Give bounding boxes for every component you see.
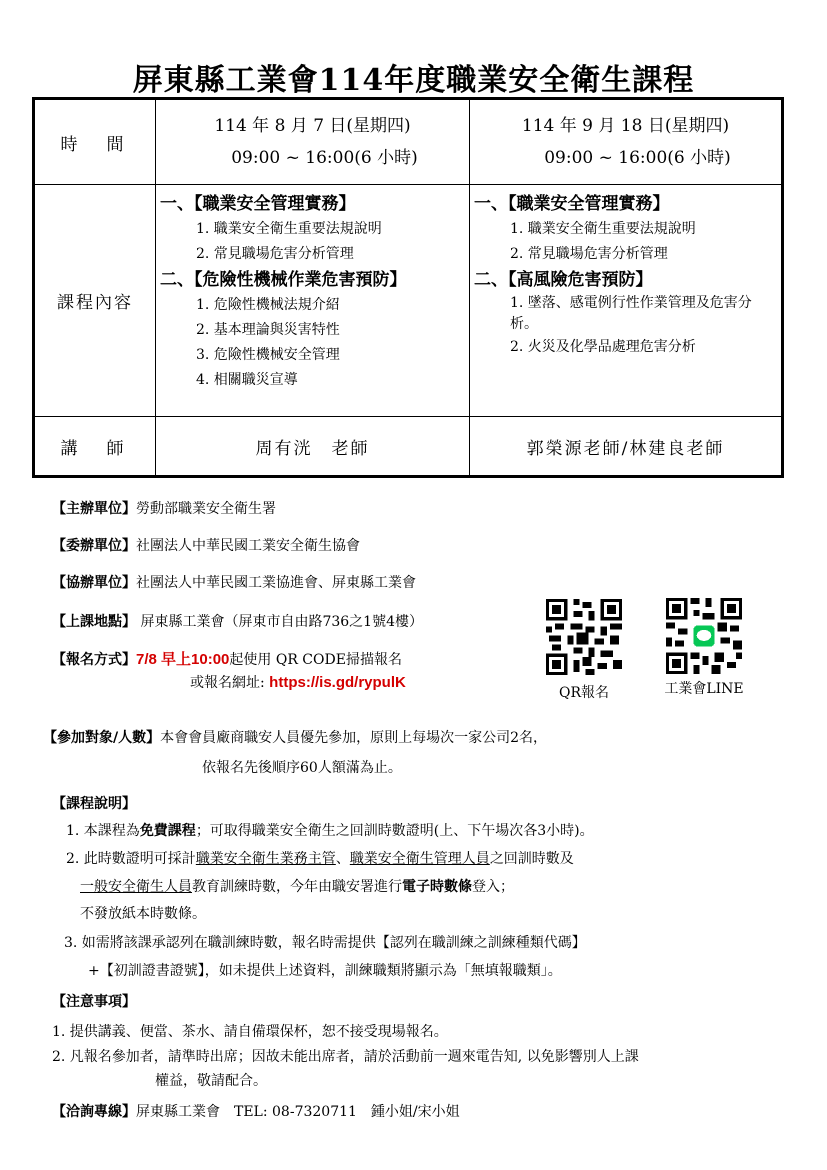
co-organizer-label: 【協辦單位】 [52, 575, 136, 591]
signup-qr-code-icon[interactable] [546, 599, 622, 675]
organizer-value: 勞動部職業安全衛生署 [136, 501, 276, 517]
note-text: 1. 本課程為 [66, 823, 140, 839]
course-note-1 [66, 820, 594, 840]
target-text-1: 本會會員廠商職安人員優先參加，原則上每場次一家公司2名， [160, 730, 548, 746]
session2-sec1-title: 一、【職業安全管理實務】 [474, 194, 670, 214]
note-text: 、 [335, 851, 350, 867]
note-text: 之回訓時數及 [489, 851, 574, 867]
page-title: 屏東縣工業會114年度職業安全衛生課程 [132, 63, 695, 98]
notice-1: 1. 提供講義、便當、茶水、請自備環保杯，恕不接受現場報名。 [52, 1024, 448, 1040]
session1-content [156, 185, 470, 417]
commissioned-label: 【委辦單位】 [52, 538, 136, 554]
location-value: 屏東縣工業會（屏東市自由路736之1號4樓） [140, 614, 423, 630]
note-underlined: 一般安全衛生人員 [80, 879, 192, 895]
commissioned-value: 社團法人中華民國工業安全衛生協會 [136, 538, 360, 554]
session1-time [156, 99, 470, 185]
commissioned-line [52, 535, 360, 555]
list-item: 3. 危險性機械安全管理 [196, 347, 340, 363]
list-item: 2. 常見職場危害分析管理 [196, 246, 354, 262]
list-item: 2. 基本理論與災害特性 [196, 322, 340, 338]
organizer-label: 【主辦單位】 [52, 501, 136, 517]
session2-teacher: 郭榮源老師/林建良老師 [470, 417, 783, 477]
co-organizer-value: 社團法人中華民國工業協進會、屏東縣工業會 [136, 575, 416, 591]
course-note-3b: +【初訓證書證號】，如未提供上述資料，訓練職類將顯示為「無填報職類」。 [88, 963, 562, 979]
line-qr-code-icon[interactable] [666, 598, 742, 674]
session2-sec2-title: 二、【高風險危害預防】 [474, 270, 653, 290]
session1-hours: 09:00 ~ 16:00(6 小時) [231, 148, 418, 168]
target-line-1 [43, 727, 547, 747]
list-item: 1. 職業安全衛生重要法規說明 [510, 221, 696, 237]
qr-signup-label: QR報名 [558, 685, 610, 701]
location-label: 【上課地點】 [52, 614, 136, 630]
notice-2: 2. 凡報名參加者，請準時出席；因故未能出席者，請於活動前一週來電告知, 以免影響別人上課 [52, 1049, 639, 1065]
signup-web-label: 或報名網址: [190, 675, 265, 691]
session2-time [470, 99, 783, 185]
signup-url[interactable]: https://is.gd/rypulK [269, 674, 406, 691]
teacher-row [34, 417, 783, 477]
signup-label: 【報名方式】 [52, 652, 136, 668]
session2-date: 114 年 9 月 18 日(星期四) [521, 116, 730, 136]
signup-text: 起使用 QR CODE掃描報名 [229, 652, 402, 668]
target-text-2: 依報名先後順序60人額滿為止。 [202, 760, 402, 776]
e-hours-text: 電子時數條 [402, 879, 472, 895]
content-label: 課程內容 [34, 185, 156, 417]
session1-teacher: 周有洸 老師 [156, 417, 470, 477]
course-notes-label: 【課程說明】 [52, 796, 136, 812]
note-text: 2. 此時數證明可採計 [66, 851, 196, 867]
note-underlined: 職業安全衛生業務主管 [195, 851, 336, 867]
course-note-2c: 不發放紙本時數條。 [80, 906, 206, 922]
list-item: 2. 常見職場危害分析管理 [510, 246, 668, 262]
notices-label: 【注意事項】 [52, 994, 136, 1010]
contact-label: 【洽詢專線】 [52, 1104, 136, 1120]
list-item: 2. 火災及化學品處理危害分析 [510, 339, 696, 355]
contact-line [52, 1101, 460, 1121]
course-note-2b [80, 876, 514, 896]
session2-hours: 09:00 ~ 16:00(6 小時) [544, 148, 731, 168]
list-item: 1. 危險性機械法規介紹 [196, 297, 340, 313]
note-underlined: 職業安全衛生管理人員 [349, 851, 490, 867]
contact-text: 屏東縣工業會 TEL: 08-7320711 鍾小姐/宋小姐 [136, 1104, 460, 1120]
list-item: 1. 職業安全衛生重要法規說明 [196, 221, 382, 237]
signup-time: 7/8 早上10:00 [136, 651, 230, 668]
session2-content [470, 185, 783, 417]
signup-line [52, 648, 402, 669]
session1-date: 114 年 8 月 7 日(星期四) [214, 116, 411, 136]
list-item: 4. 相關職災宣導 [196, 372, 298, 388]
note-text: 登入； [472, 879, 514, 895]
session1-sec2-title: 二、【危險性機械作業危害預防】 [160, 270, 407, 290]
signup-web-line [190, 672, 406, 692]
co-organizer-line [52, 572, 416, 592]
course-note-2 [66, 848, 574, 868]
time-row [34, 99, 783, 185]
notice-2b: 權益，敬請配合。 [155, 1073, 267, 1089]
note-text: ；可取得職業安全衛生之回訓時數證明(上、下午場次各3小時)。 [195, 823, 594, 839]
teacher-label: 講 師 [34, 417, 156, 477]
free-course-text: 免費課程 [139, 823, 196, 839]
session1-sec1-title: 一、【職業安全管理實務】 [160, 194, 356, 214]
content-row [34, 185, 783, 417]
target-label: 【參加對象/人數】 [43, 730, 161, 746]
list-item: 1. 墜落、感電例行性作業管理及危害分析。 [510, 295, 752, 332]
organizer-line [52, 498, 276, 518]
time-label: 時 間 [34, 99, 156, 185]
course-note-3: 3. 如需將該課承認列在職訓練時數，報名時需提供【認列在職訓練之訓練種類代碼】 [64, 935, 586, 951]
qr-line-label: 工業會LINE [664, 681, 744, 697]
note-text: 教育訓練時數，今年由職安署進行 [192, 879, 402, 895]
course-table [32, 97, 784, 478]
location-line [52, 611, 423, 631]
